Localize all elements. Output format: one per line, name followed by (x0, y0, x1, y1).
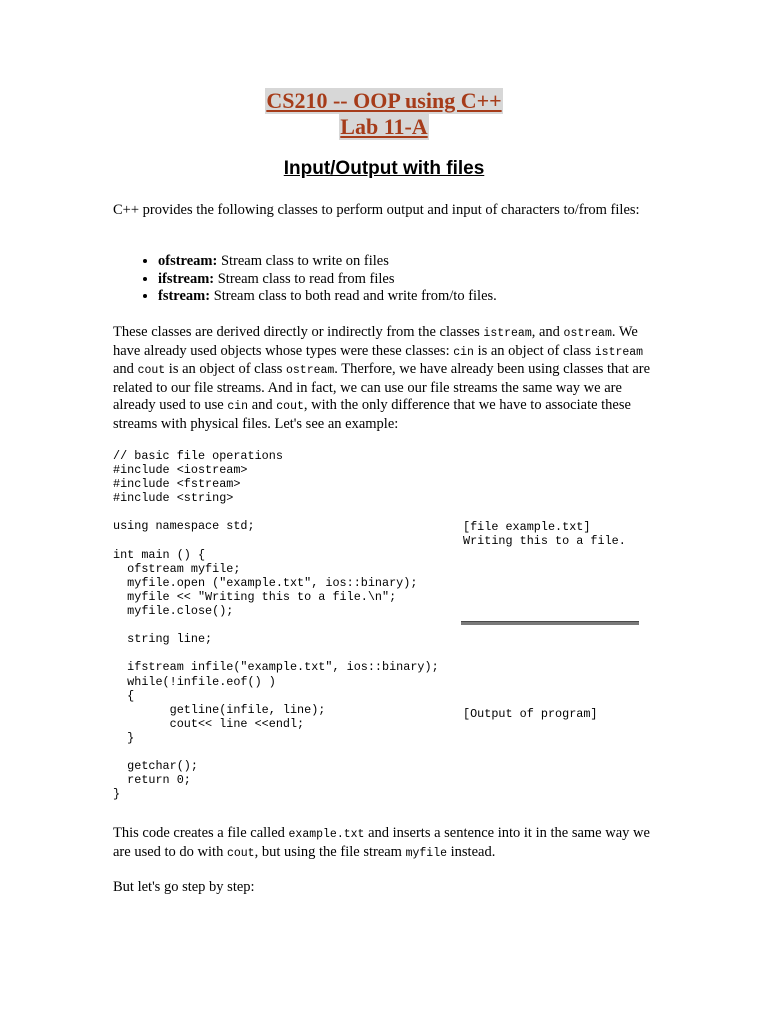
list-item-desc: Stream class to write on files (217, 253, 389, 269)
step-paragraph: But let's go step by step: (113, 879, 255, 895)
text-run: , with the only difference that we have to associate these streams with physical files. Let's see an example: (113, 397, 631, 432)
inline-code: istream (483, 327, 532, 340)
text-run: instead. (447, 843, 496, 860)
inline-code: cout (276, 400, 304, 413)
text-run: These classes are derived directly or indirectly from the classes (113, 324, 484, 340)
inline-code: cout (137, 364, 166, 377)
list-item (158, 271, 497, 289)
output-label: [Output of program] (463, 707, 598, 721)
course-title: CS210 -- OOP using C++ (266, 88, 502, 113)
text-run: and inserts a sentence into it in the same way we are used to do with (113, 825, 650, 860)
inline-code: cin (453, 345, 474, 359)
list-item-desc: Stream class to both read and write from/to files. (210, 288, 497, 304)
inline-code: istream (594, 345, 644, 359)
text-run: , but using the file stream (254, 843, 406, 860)
stream-class-list (113, 253, 497, 306)
inline-code: cout (226, 846, 255, 860)
section-divider (461, 621, 639, 625)
inline-code: myfile (405, 846, 448, 860)
file-content: Writing this to a file. (463, 534, 626, 548)
text-run: This code creates a file called (113, 825, 289, 841)
classes-paragraph (113, 324, 661, 433)
inline-code: example.txt (288, 828, 365, 841)
list-item-term: ofstream: (158, 253, 218, 269)
list-item-term: fstream: (158, 288, 211, 304)
file-label: [file example.txt] (463, 520, 591, 534)
list-item (158, 288, 497, 306)
inline-code: cin (227, 400, 249, 413)
list-item (158, 253, 497, 271)
text-run: and (248, 397, 277, 413)
text-run: is an object of class (165, 361, 286, 377)
list-item-desc: Stream class to read from files (214, 270, 395, 287)
lab-title: Lab 11-A (340, 114, 428, 139)
title-block (0, 88, 768, 140)
code-listing: // basic file operations #include <iostream> #include <fstream> #include <string> using namespace std; int main () { ofstream myfile; myfile.open ("example.txt", ios::binary); myfile << "Writing this to a file.\n"; myfile.close(); string line; ifstream infile("example.txt", ios::binary); while(!infile.eof() ) { getline(infile, line); cout<< line <<endl; } getchar(); return 0; } (113, 449, 439, 802)
section-subtitle: Input/Output with files (283, 158, 485, 179)
list-item-term: ifstream: (158, 270, 215, 287)
text-run: , and (531, 324, 564, 340)
explanation-paragraph (113, 825, 661, 862)
text-run: . We have already used objects whose types were these classes: (113, 324, 638, 359)
text-run: and (113, 361, 138, 377)
inline-code: ostream (563, 327, 612, 340)
text-run: . Therfore, we have already been using classes that are related to our file streams. And in fact, we can use our file streams the same way we are already used to use (113, 361, 651, 413)
inline-code: ostream (285, 364, 335, 377)
intro-paragraph: C++ provides the following classes to perform output and input of characters to/from files: (113, 202, 640, 218)
text-run: is an object of class (473, 342, 595, 359)
